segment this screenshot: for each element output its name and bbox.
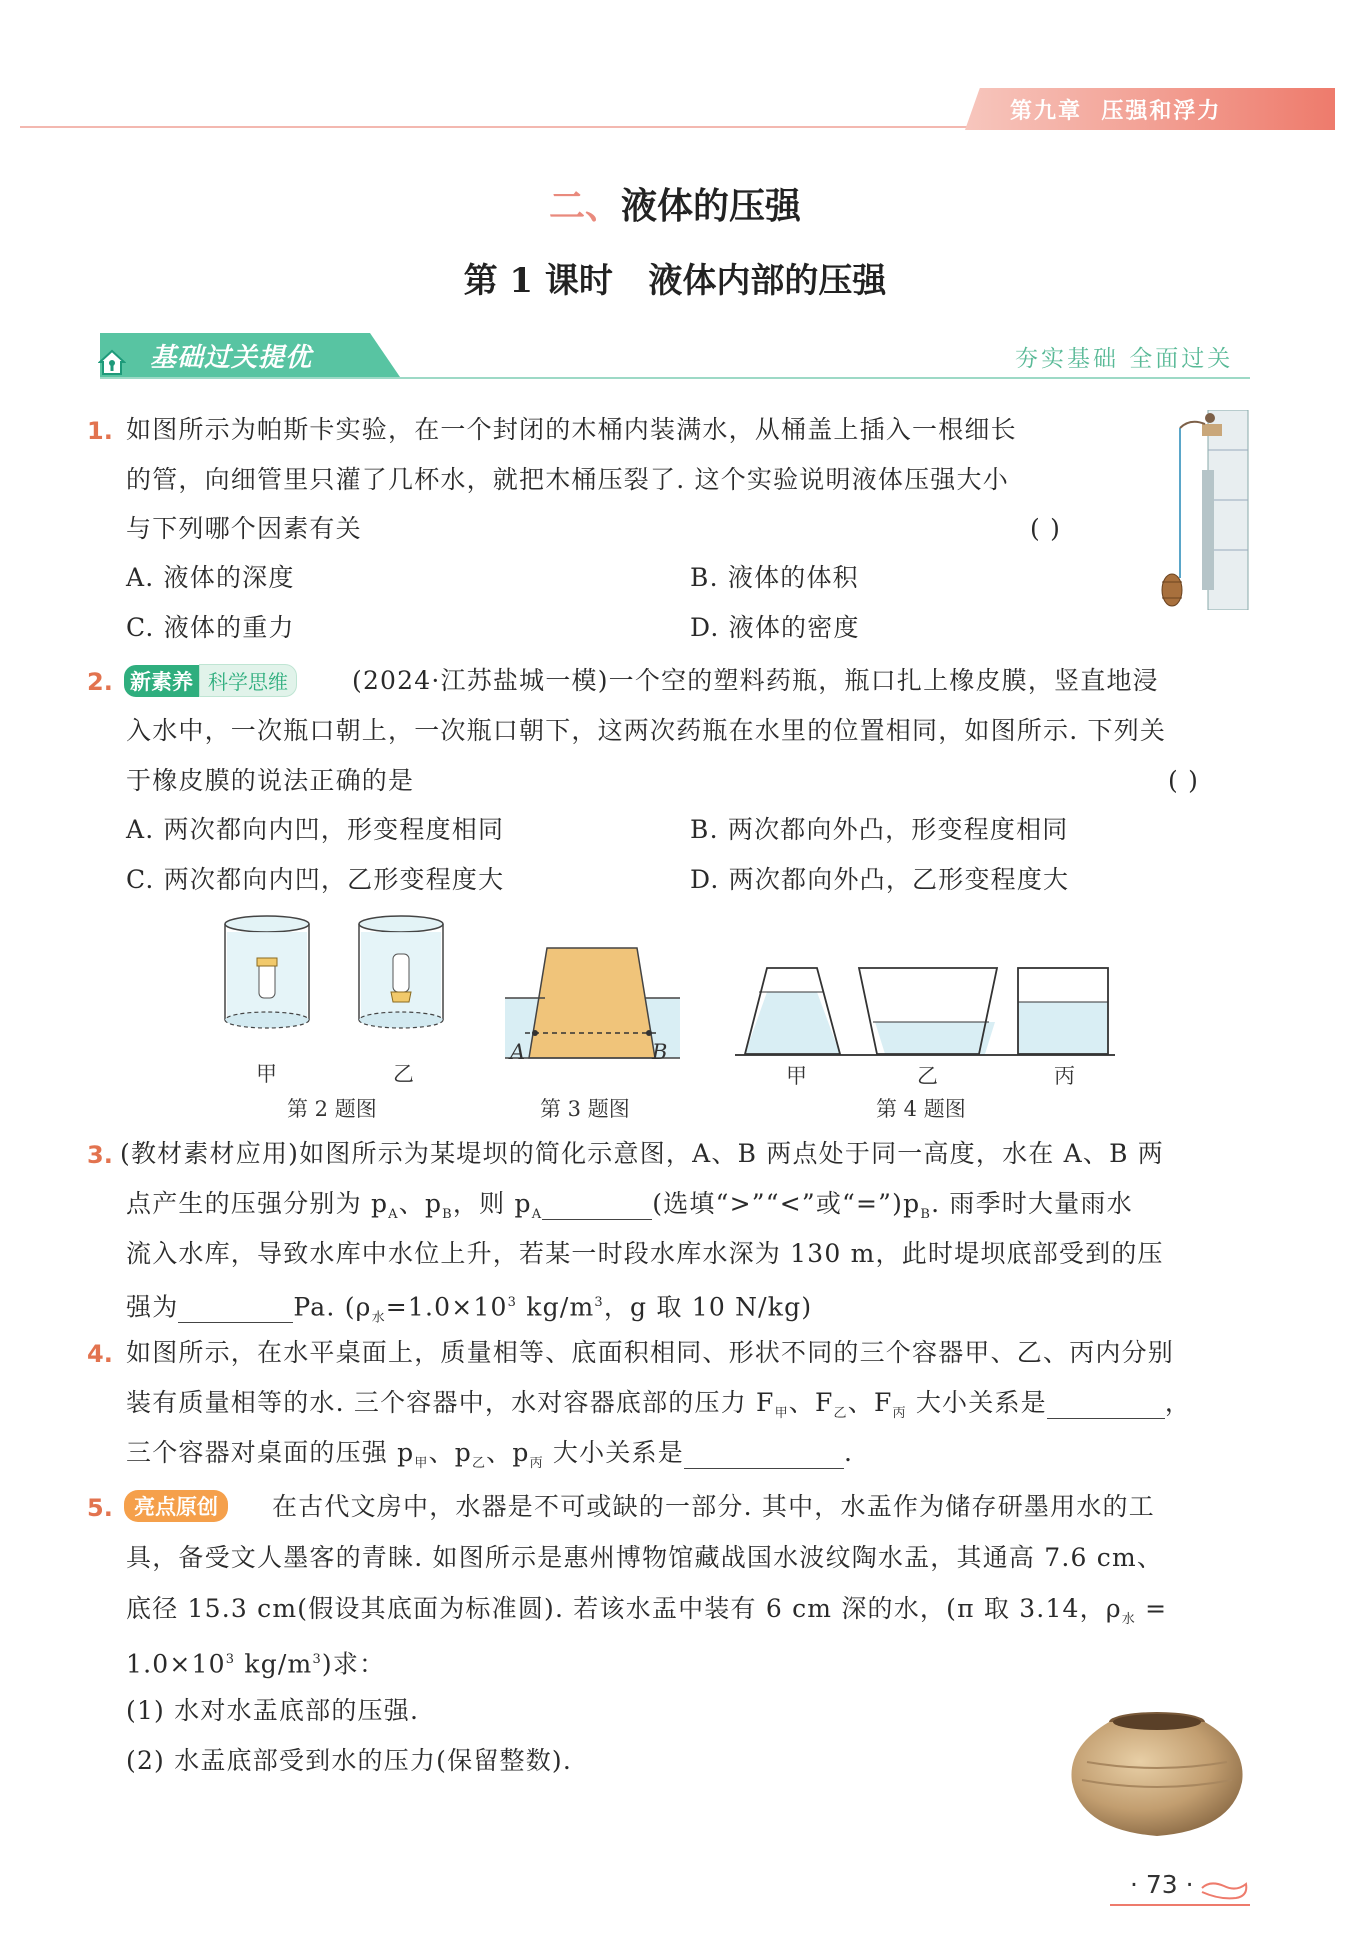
q3-line1: (教材素材应用)如图所示为某堤坝的简化示意图，A、B 两点处于同一高度，水在 A、B 两 [120,1139,1165,1168]
q2-option-a: A. 两次都向内凹，形变程度相同 [126,815,505,844]
section-title [0,178,1350,229]
q5-part1: (1) 水对水盂底部的压强. [126,1696,420,1725]
section-rule [100,377,1250,379]
q3-line2: 点产生的压强分别为 $p_A$、$p_B$，则 $p_A$ (选填“>”“<”或“$=”)p_B$. 雨季时大量雨水 [126,1189,1133,1222]
q5-line4: $1.0\times 10^3$ $kg/m^3$)求： [126,1649,386,1679]
q1-option-b: B. 液体的体积 [690,563,859,592]
q2-tag-science-thinking: 科学思维 [199,664,297,697]
lesson-title [0,253,1350,302]
q3-blank-compare[interactable] [542,1189,652,1220]
section-title-text: 液体的压强 [621,185,802,227]
page-ornament-icon [1200,1876,1250,1900]
q5-number: 5. [87,1494,113,1522]
q4-line2: 装有质量相等的水. 三个容器中，水对容器底部的压力 $F_甲$、$F_乙$、$F_丙$ 大小关系是 ， [126,1388,1192,1421]
q2-fig-label-yi: 乙 [393,1062,414,1086]
q2-tag-new-literacy: 新素养 [124,665,199,697]
q1-line3: 与下列哪个因素有关 [126,514,362,543]
page-number-rule [1110,1904,1250,1906]
fig3-caption: 第 3 题图 [540,1097,630,1121]
q1-answer-paren: ( ) [1030,514,1062,543]
q4-number: 4. [87,1340,113,1368]
q1-number: 1. [87,417,113,445]
q5-tag-original: 亮点原创 [124,1490,228,1522]
q2-answer-paren: ( ) [1168,766,1200,795]
q4-blank-pressure[interactable] [684,1438,844,1469]
pascal-barrel-figure [1150,410,1250,610]
q2-option-c: C. 两次都向内凹，乙形变程度大 [126,865,505,894]
q5-tag-wrap [124,1490,228,1522]
header-rule [20,126,1020,128]
q1-option-c: C. 液体的重力 [126,613,295,642]
chapter-number: 第九章 [1010,99,1083,124]
q5-line1: 在古代文房中，水器是不可或缺的一部分. 其中，水盂作为储存研墨用水的工 [272,1492,1155,1521]
lesson-title-text: 液体内部的压强 [648,261,887,301]
house-icon [98,348,126,376]
q2-line2: 入水中，一次瓶口朝上，一次瓶口朝下，这两次药瓶在水里的位置相同，如图所示. 下列关 [126,716,1167,745]
q5-part2: (2) 水盂底部受到水的压力(保留整数). [126,1746,573,1775]
q3-fig-label-b: B [652,1040,668,1064]
q2-option-d: D. 两次都向外凸，乙形变程度大 [690,865,1070,894]
fig4-caption: 第 4 题图 [876,1097,966,1121]
pottery-water-bowl-image [1062,1702,1252,1842]
chapter-heading [1010,94,1221,125]
q2-line3: 于橡皮膜的说法正确的是 [126,766,415,795]
section-motto: 夯实基础 全面过关 [1015,346,1234,372]
q4-line3: 三个容器对桌面的压强 $p_甲$、$p_乙$、$p_丙$ 大小关系是 . [126,1438,854,1471]
q2-number: 2. [87,668,113,696]
q4-fig-label-bing: 丙 [1054,1064,1075,1088]
q4-blank-force[interactable] [1047,1388,1165,1419]
fig2-caption: 第 2 题图 [287,1097,377,1121]
q4-fig-label-jia: 甲 [786,1064,807,1088]
q2-option-b: B. 两次都向外凸，形变程度相同 [690,815,1069,844]
q5-line3: 底径 15.3 cm(假设其底面为标准圆). 若该水盂中装有 6 cm 深的水，(π 取 3.14，$\rho_水$ = [126,1594,1168,1627]
page-number: · 73 · [1130,1870,1194,1899]
q5-line2: 具，备受文人墨客的青睐. 如图所示是惠州博物馆藏战国水波纹陶水盂，其通高 7.6 cm、 [126,1543,1164,1572]
q2-tags [124,664,297,697]
q4-fig-label-yi: 乙 [917,1064,938,1088]
section-number: 二、 [548,185,621,227]
q1-line2: 的管，向细管里只灌了几杯水，就把木桶压裂了. 这个实验说明液体压强大小 [126,465,1009,494]
q3-number: 3. [87,1141,113,1169]
q2-fig-label-jia: 甲 [256,1062,277,1086]
q3-blank-pressure[interactable] [178,1292,293,1323]
q1-option-a: A. 液体的深度 [126,563,295,592]
section-banner-label: 基础过关提优 [150,343,313,373]
q4-containers-figure [735,960,1115,1060]
q1-option-d: D. 液体的密度 [690,613,860,642]
q3-fig-label-a: A [510,1040,526,1064]
lesson-number: 第 1 课时 [463,261,613,301]
q4-line1: 如图所示，在水平桌面上，质量相等、底面积相同、形状不同的三个容器甲、乙、丙内分别 [126,1338,1175,1367]
chapter-title: 压强和浮力 [1101,99,1222,124]
q1-line1: 如图所示为帕斯卡实验，在一个封闭的木桶内装满水，从桶盖上插入一根细长 [126,415,1017,444]
q2-figure [215,910,455,1060]
q2-line1: (2024·江苏盐城一模)一个空的塑料药瓶，瓶口扎上橡皮膜，竖直地浸 [352,666,1159,695]
q3-line3: 流入水库，导致水库中水位上升，若某一时段水库水深为 130 m，此时堤坝底部受到的压 [126,1239,1164,1268]
q3-line4: 强为 Pa. ($\rho_水=1.0\times 10^3$ $kg/m^3$，g 取 10 N/kg) [126,1292,813,1326]
